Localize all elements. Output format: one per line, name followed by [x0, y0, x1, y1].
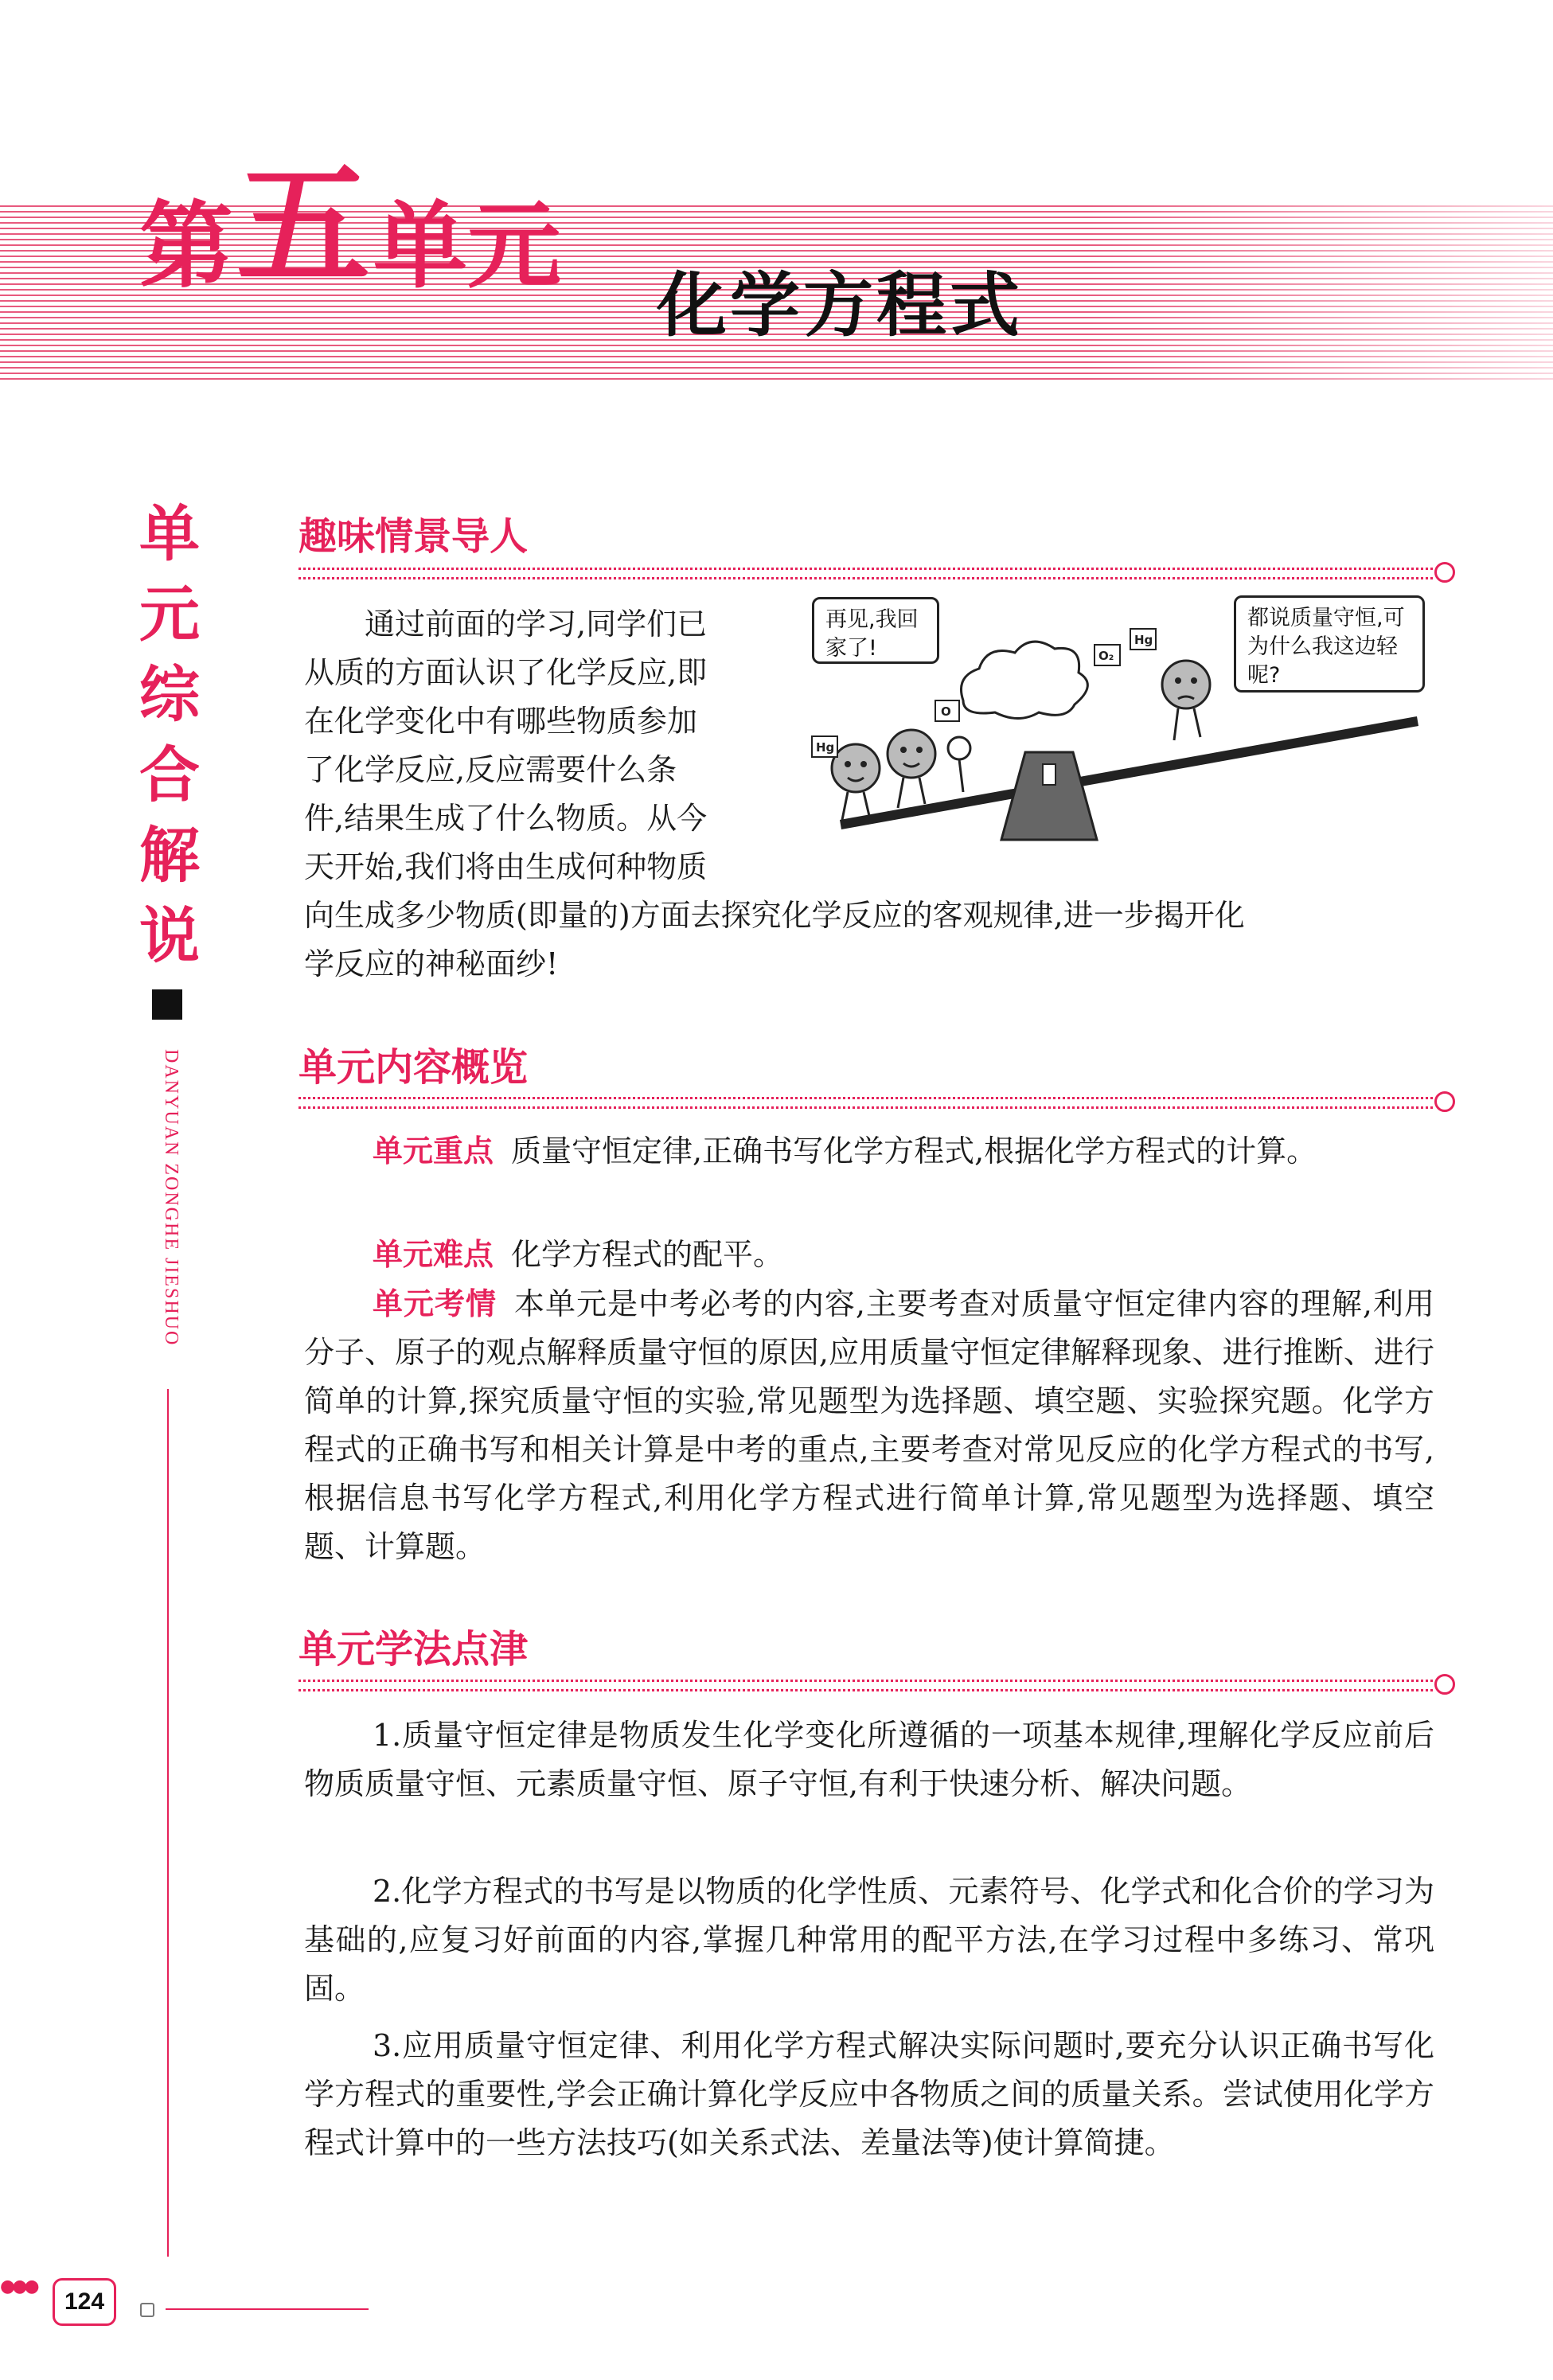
intro-line: 从质的方面认识了化学反应,即 — [304, 655, 708, 690]
overview-key-points — [304, 1127, 1434, 1176]
intro-line: 向生成多少物质(即量的)方面去探究化学反应的客观规律,进一步揭开化 — [304, 898, 1245, 933]
intro-line: 在化学变化中有哪些物质参加 — [304, 704, 698, 739]
unit-title-part1: 第 — [139, 191, 234, 301]
unit-title-number: 五 — [236, 148, 371, 304]
svg-text:Hg: Hg — [1134, 633, 1153, 647]
svg-text:Hg: Hg — [816, 740, 835, 755]
unit-title — [139, 148, 562, 304]
section-heading-methods: 单元学法点津 — [299, 1627, 529, 1672]
section-heading-intro: 趣味情景导人 — [299, 514, 529, 559]
page-dots: ●●● — [0, 2277, 37, 2296]
intro-paragraph-full — [304, 892, 1434, 989]
divider-circle-icon — [1434, 1091, 1455, 1112]
chapter-title: 化学方程式 — [657, 264, 1024, 346]
intro-line: 通过前面的学习,同学们已 — [365, 607, 708, 642]
mercury-atom-figure — [888, 730, 935, 808]
intro-paragraph-wrapped — [304, 600, 798, 892]
method-item-1: 1.质量守恒定律是物质发生化学变化所遵循的一项基本规律,理解化学反应前后物质质量守恒、元素质量守恒、原子守恒,有利于快速分析、解决问题。 — [304, 1718, 1434, 1801]
method-item-3: 3.应用质量守恒定律、利用化学方程式解决实际问题时,要充分认识正确书写化学方程式的重要性,学会正确计算化学反应中各物质之间的质量关系。尝试使用化学方程式计算中的一些方法技巧(如关系式法、差量法等)使计算简捷。 — [304, 2028, 1434, 2160]
intro-line: 天开始,我们将由生成何种物质 — [304, 849, 708, 884]
speech-bubble-right: 都说质量守恒,可为什么我这边轻呢? — [1234, 595, 1425, 693]
section-divider-intro — [299, 568, 1433, 579]
method-item-2: 2.化学方程式的书写是以物质的化学性质、元素符号、化学式和化合价的学习为基础的,应复习好前面的内容,掌握几种常用的配平方法,在学习过程中多练习、常巩固。 — [304, 1874, 1434, 2006]
intro-line: 了化学反应,反应需要什么条 — [304, 752, 677, 787]
difficulty-text: 化学方程式的配平。 — [511, 1237, 784, 1272]
exam-label: 单元考情 — [373, 1286, 497, 1321]
overview-difficulty — [304, 1231, 1434, 1279]
cloud-icon — [962, 642, 1088, 718]
sidebar-square-marker — [152, 989, 182, 1020]
svg-text:O₂: O₂ — [1098, 649, 1114, 663]
page-number: 124 — [53, 2278, 116, 2326]
difficulty-label: 单元难点 — [373, 1237, 494, 1272]
key-points-text: 质量守恒定律,正确书写化学方程式,根据化学方程式的计算。 — [511, 1133, 1317, 1169]
footer-square-icon — [140, 2303, 154, 2317]
svg-text:O: O — [941, 704, 951, 719]
footer-rule — [166, 2308, 369, 2310]
seesaw-illustration — [804, 589, 1441, 852]
speech-bubble-left: 再见,我回家了! — [812, 597, 939, 664]
intro-line: 件,结果生成了什么物质。从今 — [304, 801, 708, 836]
section-heading-overview: 单元内容概览 — [299, 1045, 529, 1090]
oxygen-atom-figure — [935, 700, 970, 792]
sidebar-pinyin: DANYUAN ZONGHE JIESHUO — [161, 1049, 181, 1347]
exam-text: 本单元是中考必考的内容,主要考查对质量守恒定律内容的理解,利用分子、原子的观点解释质量守恒的原因,应用质量守恒定律解释现象、进行推断、进行简单的计算,探究质量守恒的实验,常见题型为选择题、填空题、实验探究题。化学方程式的正确书写和相关计算是中考的重点,主要考查对常见反应的化学方程式的书写,根据信息书写化学方程式,利用化学方程式进行简单计算,常见题型为选择题、填空题、计算题。 — [304, 1286, 1434, 1564]
sidebar-title: 单元综合解说 — [139, 498, 200, 971]
overview-exam — [304, 1280, 1434, 1571]
sidebar-rule — [167, 1389, 169, 2257]
section-divider-overview — [299, 1097, 1433, 1109]
divider-circle-icon — [1434, 562, 1455, 583]
divider-circle-icon — [1434, 1674, 1455, 1695]
mercury-atom-figure — [812, 736, 880, 820]
section-divider-methods — [299, 1680, 1433, 1691]
key-points-label: 单元重点 — [373, 1133, 494, 1169]
unit-title-part3: 单元 — [373, 191, 562, 301]
intro-line: 学反应的神秘面纱! — [304, 946, 559, 981]
mercury-atom-figure-right — [1095, 629, 1210, 740]
